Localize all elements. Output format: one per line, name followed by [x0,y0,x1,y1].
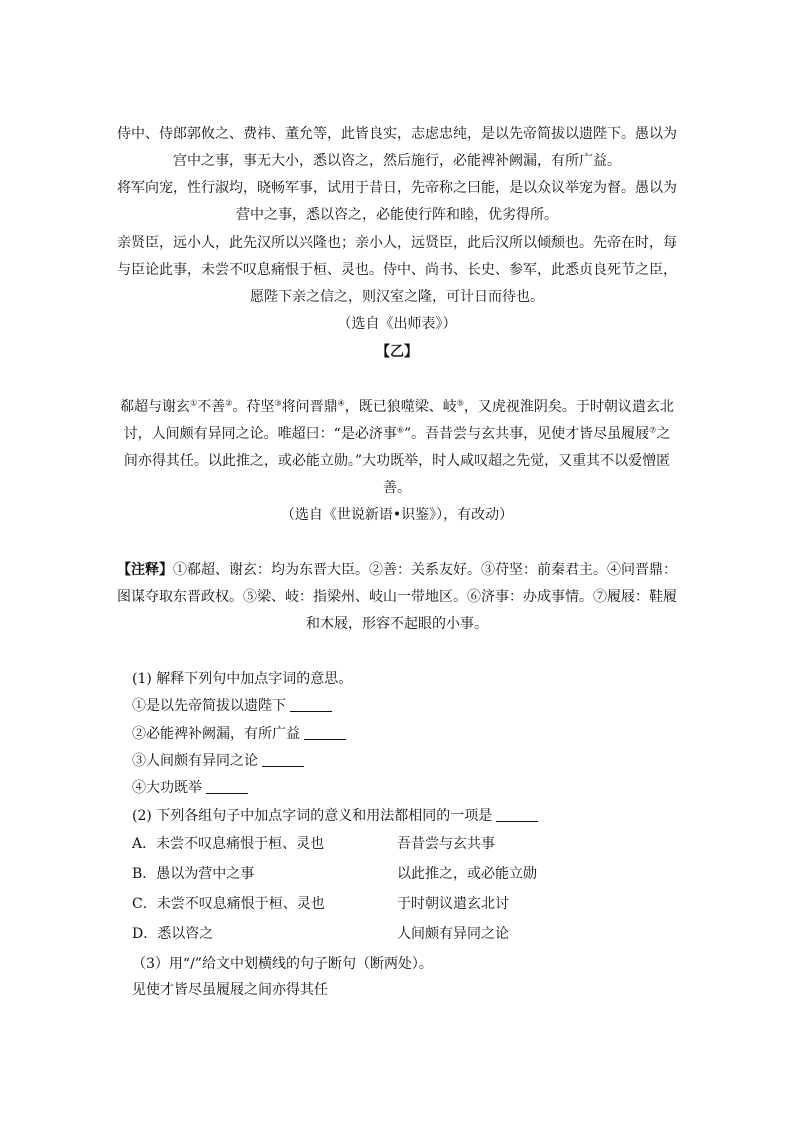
q2-option-a-right: 吾昔尝与玄共事 [397,836,495,852]
notes-label: 【注释】 [117,562,173,578]
yi-heading: 【乙】 [376,344,418,360]
answer-blank[interactable] [496,807,538,822]
q2-option-c[interactable]: C．未尝不叹息痛恨于桓、灵也 [132,896,325,912]
answer-blank[interactable] [206,779,248,794]
yi-line-1: 郗超与谢玄①不善②。苻坚③将问晋鼎④，既已狼噬梁、岐⑤，又虎视淮阴矣。于时朝议遣玄北 [120,398,674,415]
q2-stem: (2) 下列各组句子中加点字词的意义和用法都相同的一项是 [132,806,538,826]
jia-source: （选自《出师表》） [337,316,457,332]
jia-line-5: 亲贤臣，远小人，此先汉所以兴隆也；亲小人，远贤臣，此后汉所以倾颓也。先帝在时，每 [117,235,677,251]
q2-option-b[interactable]: B．愚以为营中之事 [132,866,255,882]
notes-line-2: 图谋夺取东晋政权。⑤梁、岐：指梁州、岐山一带地区。⑥济事：办成事情。⑦履屐：鞋履 [117,589,677,605]
answer-blank[interactable] [304,725,346,740]
notes-line-1: 【注释】①郗超、谢玄：均为东晋大臣。②善：关系友好。③苻坚：前秦君主。④问晋鼎： [117,562,677,578]
q3-stem: （3）用“/”给文中划横线的句子断句（断两处）。 [132,956,433,972]
yi-line-3: 间亦得其任。以此推之，或必能立勋。”大功既举，时人咸叹超之先觉，又重其不以爱憎匿 [123,453,671,469]
yi-line-2: 讨，人间颇有异同之论。唯超曰：“是必济事⑥”。吾昔尝与玄共事，见使才皆尽虽履屐⑦之 [123,425,671,442]
q1-item-1: ①是以先帝简拔以遗陛下 [132,696,332,716]
q2-option-d-right: 人间颇有异同之论 [397,926,509,942]
jia-line-7: 愿陛下亲之信之，则汉室之隆，可计日而待也。 [250,289,544,305]
jia-line-3: 将军向宠，性行淑均，晓畅军事，试用于昔日，先帝称之曰能，是以众议举宠为督。愚以为 [117,180,677,196]
yi-source: （选自《世说新语•识鉴》），有改动） [280,507,514,523]
notes-line-3: 和木屐，形容不起眼的小事。 [306,616,488,632]
q1-item-3: ③人间颇有异同之论 [132,751,304,771]
q2-option-b-right: 以此推之，或必能立勋 [397,866,537,882]
answer-blank[interactable] [290,697,332,712]
q1-item-4: ④大功既举 [132,778,248,798]
q2-option-c-right: 于时朝议遣玄北讨 [397,896,509,912]
q2-option-d[interactable]: D．悉以咨之 [132,926,214,942]
q2-option-a[interactable]: A．未尝不叹息痛恨于桓、灵也 [132,836,325,852]
yi-line-4: 善。 [383,480,411,496]
jia-line-2: 宫中之事，事无大小，悉以咨之，然后施行，必能裨补阙漏，有所广益。 [173,153,621,169]
q1-item-2: ②必能裨补阙漏，有所广益 [132,724,346,744]
jia-line-6: 与臣论此事，未尝不叹息痛恨于桓、灵也。侍中、尚书、长史、参军，此悉贞良死节之臣， [117,262,677,278]
q3-sentence: 见使才皆尽虽履屐之间亦得其任 [132,982,328,998]
jia-line-1: 侍中、侍郎郭攸之、费祎、董允等，此皆良实，志虑忠纯，是以先帝简拔以遗陛下。愚以为 [117,126,677,142]
q1-stem: (1) 解释下列句中加点字词的意思。 [132,671,353,687]
jia-line-4: 营中之事，悉以咨之，必能使行阵和睦，优劣得所。 [236,207,558,223]
answer-blank[interactable] [262,752,304,767]
